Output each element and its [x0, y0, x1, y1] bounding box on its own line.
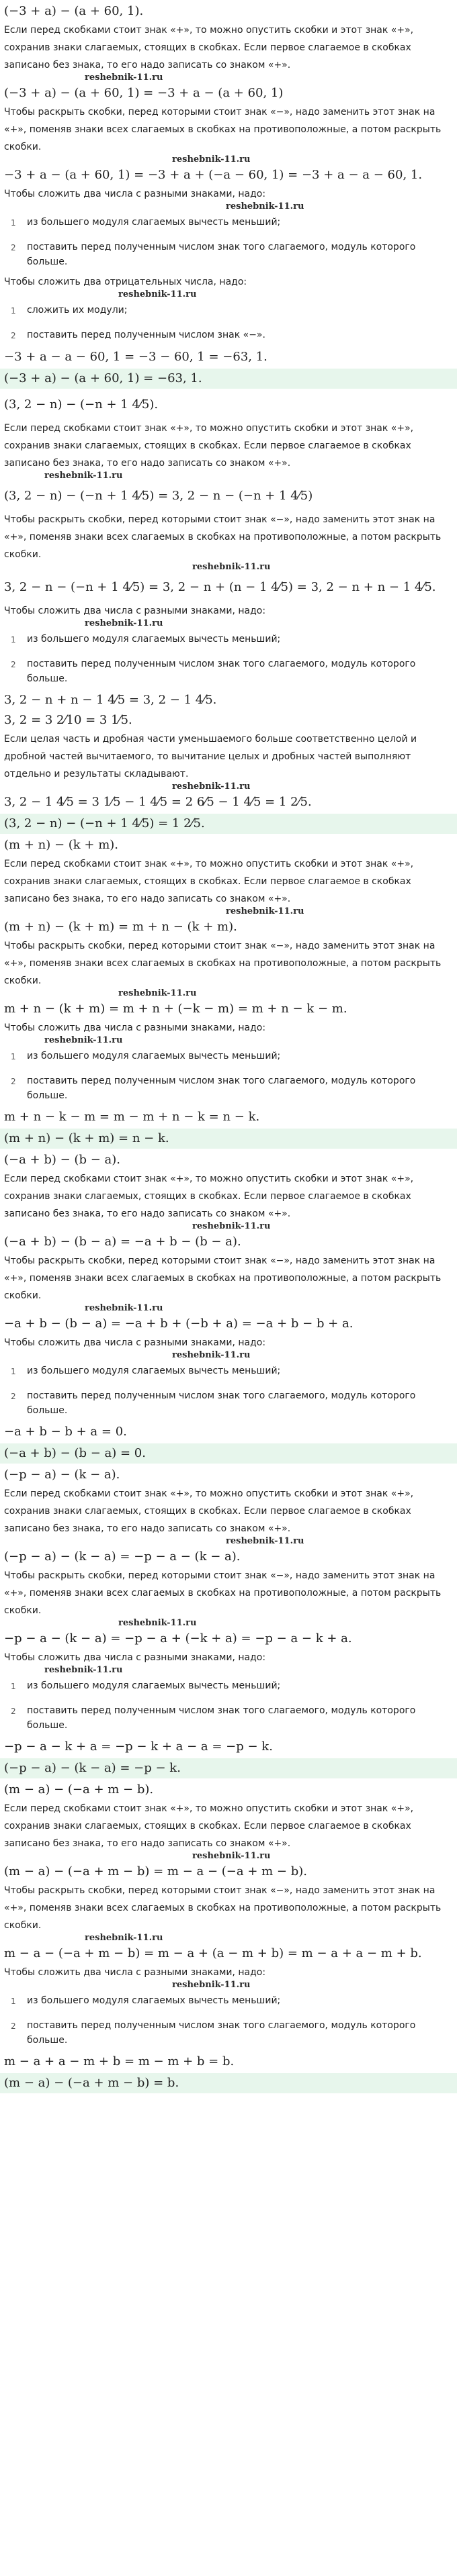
explanation-text: Если перед скобками стоит знак «+», то можно опустить скобки и этот знак «+», сохранив знаки слагаемых, стоящих в скобках. Если первое слагаемое в скобках записано без знака, то его надо записать со знаком «+».: [4, 859, 414, 904]
watermark-text: reshebnik-11.ru: [85, 618, 163, 628]
explanation-text: Чтобы раскрыть скобки, перед которыми стоит знак «−», надо заменить этот знак на «+», поменяв знаки всех слагаемых в скобках на противоположные, а потом раскрыть скобки.: [4, 1885, 442, 1931]
rule-list-item: [11, 2018, 453, 2048]
rule-text: сложить их модули;: [27, 305, 128, 316]
explanation-text: Чтобы сложить два числа с разными знаками, надо:: [4, 1337, 266, 1348]
watermark-row: [4, 1223, 453, 1232]
rule-list-item: [11, 1388, 453, 1418]
formula-line: (−a + b) − (b − a).: [4, 1153, 120, 1167]
list-number: 1: [11, 306, 16, 316]
watermark-row: [4, 783, 453, 792]
list-number: 1: [11, 218, 16, 228]
rule-list-item: [11, 1074, 453, 1103]
watermark-text: reshebnik-11.ru: [44, 1035, 123, 1045]
explanation-text: Чтобы сложить два числа с разными знаками, надо:: [4, 1652, 266, 1663]
formula-line: 3, 2 − n − (−n + 1 4⁄5) = 3, 2 − n + (n − 1 4⁄5) = 3, 2 − n + n − 1 4⁄5.: [4, 580, 436, 594]
list-number: 2: [11, 1392, 16, 1401]
rule-text: из большего модуля слагаемых вычесть меньший;: [27, 217, 281, 228]
watermark-text: reshebnik-11.ru: [172, 1980, 251, 1990]
watermark-row: [4, 1351, 453, 1361]
watermark-row: [4, 291, 453, 300]
rule-text: поставить перед полученным числом знак того слагаемого, модуль которого больше.: [27, 659, 416, 684]
rule-text: из большего модуля слагаемых вычесть меньший;: [27, 1995, 281, 2006]
watermark-text: reshebnik-11.ru: [85, 1303, 163, 1313]
rule-text: из большего модуля слагаемых вычесть меньший;: [27, 634, 281, 645]
rule-list-item: [11, 328, 453, 343]
watermark-text: reshebnik-11.ru: [172, 1350, 251, 1360]
list-number: 1: [11, 1997, 16, 2006]
list-number: 1: [11, 635, 16, 645]
formula-line: m − a + a − m + b = m − m + b = b.: [4, 2054, 235, 2068]
explanation-text: Чтобы раскрыть скобки, перед которыми стоит знак «−», надо заменить этот знак на «+», поменяв знаки всех слагаемых в скобках на противоположные, а потом раскрыть скобки.: [4, 941, 442, 986]
list-number: 1: [11, 1367, 16, 1376]
formula-line: m − a − (−a + m − b) = m − a + (a − m + b) = m − a + a − m + b.: [4, 1946, 422, 1960]
watermark-row: [4, 74, 453, 83]
formula-line: −p − a − (k − a) = −p − a + (−k + a) = −p − a − k + a.: [4, 1631, 352, 1645]
answer-line: (−3 + a) − (a + 60, 1) = −63, 1.: [0, 369, 457, 389]
rule-text: из большего модуля слагаемых вычесть меньший;: [27, 1680, 281, 1691]
watermark-text: reshebnik-11.ru: [44, 1665, 123, 1675]
explanation-text: Если перед скобками стоит знак «+», то можно опустить скобки и этот знак «+», сохранив знаки слагаемых, стоящих в скобках. Если первое слагаемое в скобках записано без знака, то его надо записать со знаком «+».: [4, 25, 414, 70]
explanation-text: Чтобы сложить два отрицательных числа, надо:: [4, 277, 247, 287]
rule-list: [4, 632, 453, 686]
formula-line: −p − a − k + a = −p − k + a − a = −p − k.: [4, 1739, 273, 1754]
list-number: 2: [11, 331, 16, 340]
explanation-text: Чтобы сложить два числа с разными знаками, надо:: [4, 189, 266, 199]
rule-text: поставить перед полученным числом знак того слагаемого, модуль которого больше.: [27, 242, 416, 267]
watermark-text: reshebnik-11.ru: [118, 289, 197, 299]
formula-line: −3 + a − (a + 60, 1) = −3 + a + (−a − 60, 1) = −3 + a − a − 60, 1.: [4, 168, 423, 182]
rule-text: поставить перед полученным числом знак того слагаемого, модуль которого больше.: [27, 1076, 416, 1101]
watermark-text: reshebnik-11.ru: [226, 1536, 304, 1546]
watermark-row: [4, 1666, 453, 1676]
watermark-text: reshebnik-11.ru: [44, 471, 123, 481]
watermark-row: [4, 1934, 453, 1944]
watermark-text: reshebnik-11.ru: [172, 154, 251, 164]
rule-list: [4, 1049, 453, 1103]
formula-line: (−3 + a) − (a + 60, 1) = −3 + a − (a + 60, 1): [4, 86, 284, 100]
formula-line: (3, 2 − n) − (−n + 1 4⁄5) = 3, 2 − n − (−n + 1 4⁄5): [4, 489, 313, 503]
answer-line: (3, 2 − n) − (−n + 1 4⁄5) = 1 2⁄5.: [0, 814, 457, 834]
rule-text: поставить перед полученным числом знак того слагаемого, модуль которого больше.: [27, 2020, 416, 2046]
exercise-ex4: [4, 1150, 453, 1464]
exercise-ex1: [4, 1, 453, 389]
answer-line: (m + n) − (k + m) = n − k.: [0, 1129, 457, 1149]
formula-line: (m − a) − (−a + m − b).: [4, 1782, 154, 1797]
rule-list-item: [11, 303, 453, 318]
watermark-row: [4, 156, 453, 165]
watermark-text: reshebnik-11.ru: [85, 1933, 163, 1943]
rule-list-item: [11, 657, 453, 686]
exercise-ex5: [4, 1465, 453, 1778]
watermark-row: [4, 908, 453, 917]
formula-line: 3, 2 − n + n − 1 4⁄5 = 3, 2 − 1 4⁄5.: [4, 693, 217, 707]
formula-line: −3 + a − a − 60, 1 = −3 − 60, 1 = −63, 1.: [4, 350, 267, 364]
formula-line: (m + n) − (k + m).: [4, 838, 119, 852]
explanation-text: Чтобы раскрыть скобки, перед которыми стоит знак «−», надо заменить этот знак на «+», поменяв знаки всех слагаемых в скобках на противоположные, а потом раскрыть скобки.: [4, 107, 442, 152]
explanation-text: Чтобы раскрыть скобки, перед которыми стоит знак «−», надо заменить этот знак на «+», поменяв знаки всех слагаемых в скобках на противоположные, а потом раскрыть скобки.: [4, 1255, 442, 1301]
rule-text: поставить перед полученным числом знак того слагаемого, модуль которого больше.: [27, 1705, 416, 1731]
answer-line: (−a + b) − (b − a) = 0.: [0, 1443, 457, 1464]
answer-line: (m − a) − (−a + m − b) = b.: [0, 2073, 457, 2093]
list-number: 2: [11, 243, 16, 252]
explanation-text: Чтобы раскрыть скобки, перед которыми стоит знак «−», надо заменить этот знак на «+», поменяв знаки всех слагаемых в скобках на противоположные, а потом раскрыть скобки.: [4, 514, 442, 560]
rule-text: из большего модуля слагаемых вычесть меньший;: [27, 1366, 281, 1376]
watermark-text: reshebnik-11.ru: [226, 906, 304, 916]
watermark-text: reshebnik-11.ru: [192, 562, 271, 572]
watermark-text: reshebnik-11.ru: [172, 781, 251, 792]
rule-list: [4, 1993, 453, 2048]
rule-list-item: [11, 632, 453, 647]
watermark-text: reshebnik-11.ru: [226, 201, 304, 211]
explanation-text: Чтобы сложить два числа с разными знаками, надо:: [4, 1022, 266, 1033]
rule-text: из большего модуля слагаемых вычесть меньший;: [27, 1051, 281, 1061]
watermark-row: [4, 1981, 453, 1991]
list-number: 2: [11, 2021, 16, 2031]
watermark-text: reshebnik-11.ru: [192, 1221, 271, 1231]
watermark-row: [4, 1537, 453, 1547]
list-number: 2: [11, 1707, 16, 1716]
list-number: 1: [11, 1052, 16, 1061]
watermark-text: reshebnik-11.ru: [118, 1618, 197, 1628]
explanation-text: Чтобы сложить два числа с разными знаками, надо:: [4, 1967, 266, 1978]
formula-line: (3, 2 − n) − (−n + 1 4⁄5).: [4, 397, 159, 412]
formula-line: (−p − a) − (k − a).: [4, 1468, 120, 1482]
explanation-text: Если целая часть и дробная части уменьшаемого больше соответственно целой и дробной частей вычитаемого, то вычитание целых и дробных частей выполняют отдельно и результаты складывают.: [4, 734, 417, 779]
explanation-text: Если перед скобками стоит знак «+», то можно опустить скобки и этот знак «+», сохранив знаки слагаемых, стоящих в скобках. Если первое слагаемое в скобках записано без знака, то его надо записать со знаком «+».: [4, 423, 414, 469]
watermark-row: [4, 1304, 453, 1314]
explanation-text: Чтобы сложить два числа с разными знаками, надо:: [4, 606, 266, 616]
watermark-row: [4, 472, 453, 481]
rule-list-item: [11, 215, 453, 230]
rule-list-item: [11, 1703, 453, 1733]
rule-text: поставить перед полученным числом знак того слагаемого, модуль которого больше.: [27, 1390, 416, 1416]
formula-line: 3, 2 = 3 2⁄10 = 3 1⁄5.: [4, 713, 132, 727]
formula-line: (m + n) − (k + m) = m + n − (k + m).: [4, 920, 237, 934]
formula-line: (−a + b) − (b − a) = −a + b − (b − a).: [4, 1235, 241, 1249]
exercise-ex6: [4, 1780, 453, 2093]
watermark-text: reshebnik-11.ru: [118, 988, 197, 998]
watermark-row: [4, 1037, 453, 1046]
formula-line: m + n − k − m = m − m + n − k = n − k.: [4, 1110, 260, 1124]
explanation-text: Чтобы раскрыть скобки, перед которыми стоит знак «−», надо заменить этот знак на «+», поменяв знаки всех слагаемых в скобках на противоположные, а потом раскрыть скобки.: [4, 1570, 442, 1616]
rule-list-item: [11, 1049, 453, 1064]
explanation-text: Если перед скобками стоит знак «+», то можно опустить скобки и этот знак «+», сохранив знаки слагаемых, стоящих в скобках. Если первое слагаемое в скобках записано без знака, то его надо записать со знаком «+».: [4, 1803, 414, 1849]
rule-list-item: [11, 1993, 453, 2009]
rule-list: [4, 215, 453, 269]
explanation-text: Если перед скобками стоит знак «+», то можно опустить скобки и этот знак «+», сохранив знаки слагаемых, стоящих в скобках. Если первое слагаемое в скобках записано без знака, то его надо записать со знаком «+».: [4, 1174, 414, 1219]
rule-list-item: [11, 1678, 453, 1694]
list-number: 1: [11, 1682, 16, 1691]
watermark-text: reshebnik-11.ru: [85, 73, 163, 83]
formula-line: (−3 + a) − (a + 60, 1).: [4, 4, 144, 18]
formula-line: (−p − a) − (k − a) = −p − a − (k − a).: [4, 1549, 241, 1564]
watermark-row: [4, 620, 453, 629]
explanation-text: Если перед скобками стоит знак «+», то можно опустить скобки и этот знак «+», сохранив знаки слагаемых, стоящих в скобках. Если первое слагаемое в скобках записано без знака, то его надо записать со знаком «+».: [4, 1488, 414, 1534]
rule-list: [4, 1678, 453, 1733]
list-number: 2: [11, 660, 16, 669]
rule-text: поставить перед полученным числом знак «−».: [27, 330, 265, 340]
formula-line: −a + b − b + a = 0.: [4, 1425, 127, 1439]
watermark-row: [4, 1852, 453, 1862]
rule-list: [4, 1364, 453, 1418]
formula-line: (m − a) − (−a + m − b) = m − a − (−a + m − b).: [4, 1864, 307, 1878]
watermark-text: reshebnik-11.ru: [192, 1851, 271, 1861]
formula-line: −a + b − (b − a) = −a + b + (−b + a) = −a + b − b + a.: [4, 1317, 354, 1331]
answer-line: (−p − a) − (k − a) = −p − k.: [0, 1758, 457, 1778]
list-number: 2: [11, 1077, 16, 1086]
watermark-row: [4, 1619, 453, 1629]
formula-line: 3, 2 − 1 4⁄5 = 3 1⁄5 − 1 4⁄5 = 2 6⁄5 − 1 4⁄5 = 1 2⁄5.: [4, 795, 312, 809]
formula-line: m + n − (k + m) = m + n + (−k − m) = m + n − k − m.: [4, 1002, 347, 1016]
watermark-row: [4, 563, 453, 573]
watermark-row: [4, 990, 453, 999]
watermark-row: [4, 203, 453, 212]
exercise-ex3: [4, 835, 453, 1149]
rule-list-item: [11, 1364, 453, 1379]
rule-list: [4, 303, 453, 343]
rule-list-item: [11, 240, 453, 269]
exercise-ex2: [4, 390, 453, 834]
